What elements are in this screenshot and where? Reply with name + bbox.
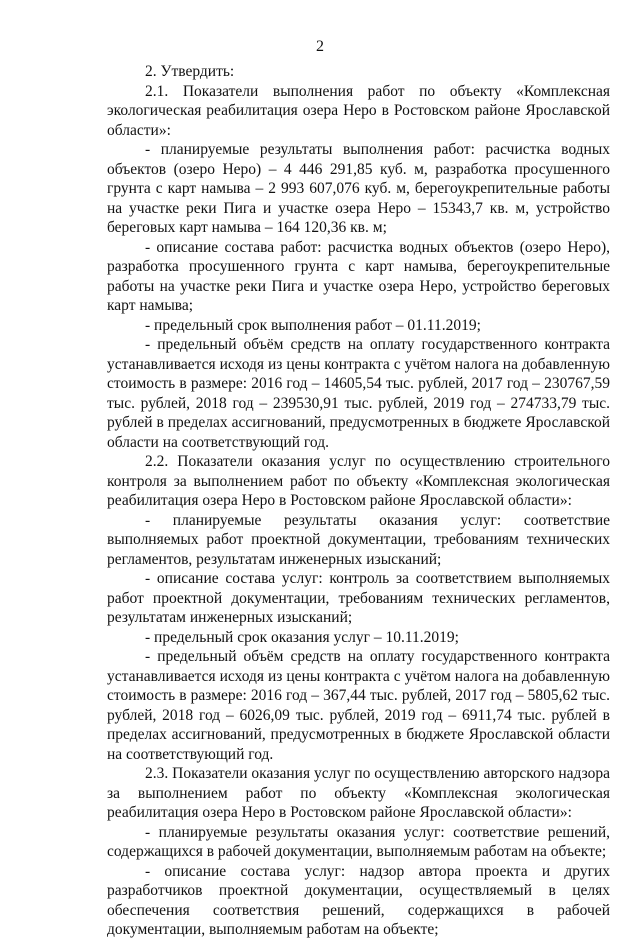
paragraph-2-3-heading: 2.3. Показатели оказания услуг по осуществлению авторского надзора за выполнением работ по объекту «Комплексная экологическая реабилитация озера Неро в Ростовском районе Ярославской области»:	[107, 765, 610, 821]
paragraph-2-1-works-description: - описание состава работ: расчистка водных объектов (озеро Неро), разработка просушенного грунта с карт намыва, берегоукрепительные работы на участке реки Пига и участке озера Неро, устройство береговых карт намыва;	[107, 238, 610, 314]
page-number: 2	[316, 38, 324, 55]
paragraph-2-2-funding: - предельный объём средств на оплату государственного контракта устанавливается исходя из цены контракта с учётом налога на добавленную стоимость в размере: 2016 год – 367,44 тыс. рублей, 2017 год – 5805,62 тыс. рублей, 2018 год – 6026,09 тыс. рублей, 2019 год – 6911,74 тыс. рублей в пределах ассигнований, предусмотренных в бюджете Ярославской области на соответствующий год.	[107, 648, 610, 763]
document-body	[107, 62, 610, 940]
paragraph-2-3-planned-results: - планируемые результаты оказания услуг: соответствие решений, содержащихся в рабочей документации, выполняемым работам на объекте;	[107, 823, 610, 860]
paragraph-2-1-heading: 2.1. Показатели выполнения работ по объекту «Комплексная экологическая реабилитация озера Неро в Ростовском районе Ярославской области»:	[107, 82, 610, 139]
paragraph-2-2-deadline: - предельный срок оказания услуг – 10.11.2019;	[145, 628, 459, 646]
paragraph-2-1-deadline: - предельный срок выполнения работ – 01.11.2019;	[145, 316, 481, 334]
paragraph-2-2-heading: 2.2. Показатели оказания услуг по осуществлению строительного контроля за выполнением работ по объекту «Комплексная экологическая реабилитация озера Неро в Ростовском районе Ярославской области»:	[107, 453, 610, 509]
paragraph-2-1-funding: - предельный объём средств на оплату государственного контракта устанавливается исходя из цены контракта с учётом налога на добавленную стоимость в размере: 2016 год – 14605,54 тыс. рублей, 2017 год – 230767,59 тыс. рублей, 2018 год – 239530,91 тыс. рублей, 2019 год – 274733,79 тыс. рублей в пределах ассигнований, предусмотренных в бюджете Ярославской области на соответствующий год.	[107, 336, 610, 451]
paragraph-2-2-services-description: - описание состава услуг: контроль за соответствием выполняемых работ проектной документации, требованиям технических регламентов, результатам инженерных изысканий;	[107, 570, 610, 626]
paragraph-2-1-planned-results: - планируемые результаты выполнения работ: расчистка водных объектов (озеро Неро) – 4 446 291,85 куб. м, разработка просушенного грунта с карт намыва – 2 993 607,076 куб. м, берегоукрепительные работы на участке реки Пига и участке озера Неро – 15343,7 кв. м, устройство береговых карт намыва – 164 120,36 кв. м;	[107, 141, 610, 236]
paragraph-2-3-services-description: - описание состава услуг: надзор автора проекта и других разработчиков проектной документации, осуществляемый в целях обеспечения соответствия решений, содержащихся в рабочей документации, выполняемым работам на объекте;	[107, 862, 610, 938]
paragraph-approve-heading: 2. Утвердить:	[145, 63, 235, 80]
paragraph-2-2-planned-results: - планируемые результаты оказания услуг: соответствие выполняемых работ проектной документации, требованиям технических регламентов, результатам инженерных изысканий;	[107, 511, 610, 568]
